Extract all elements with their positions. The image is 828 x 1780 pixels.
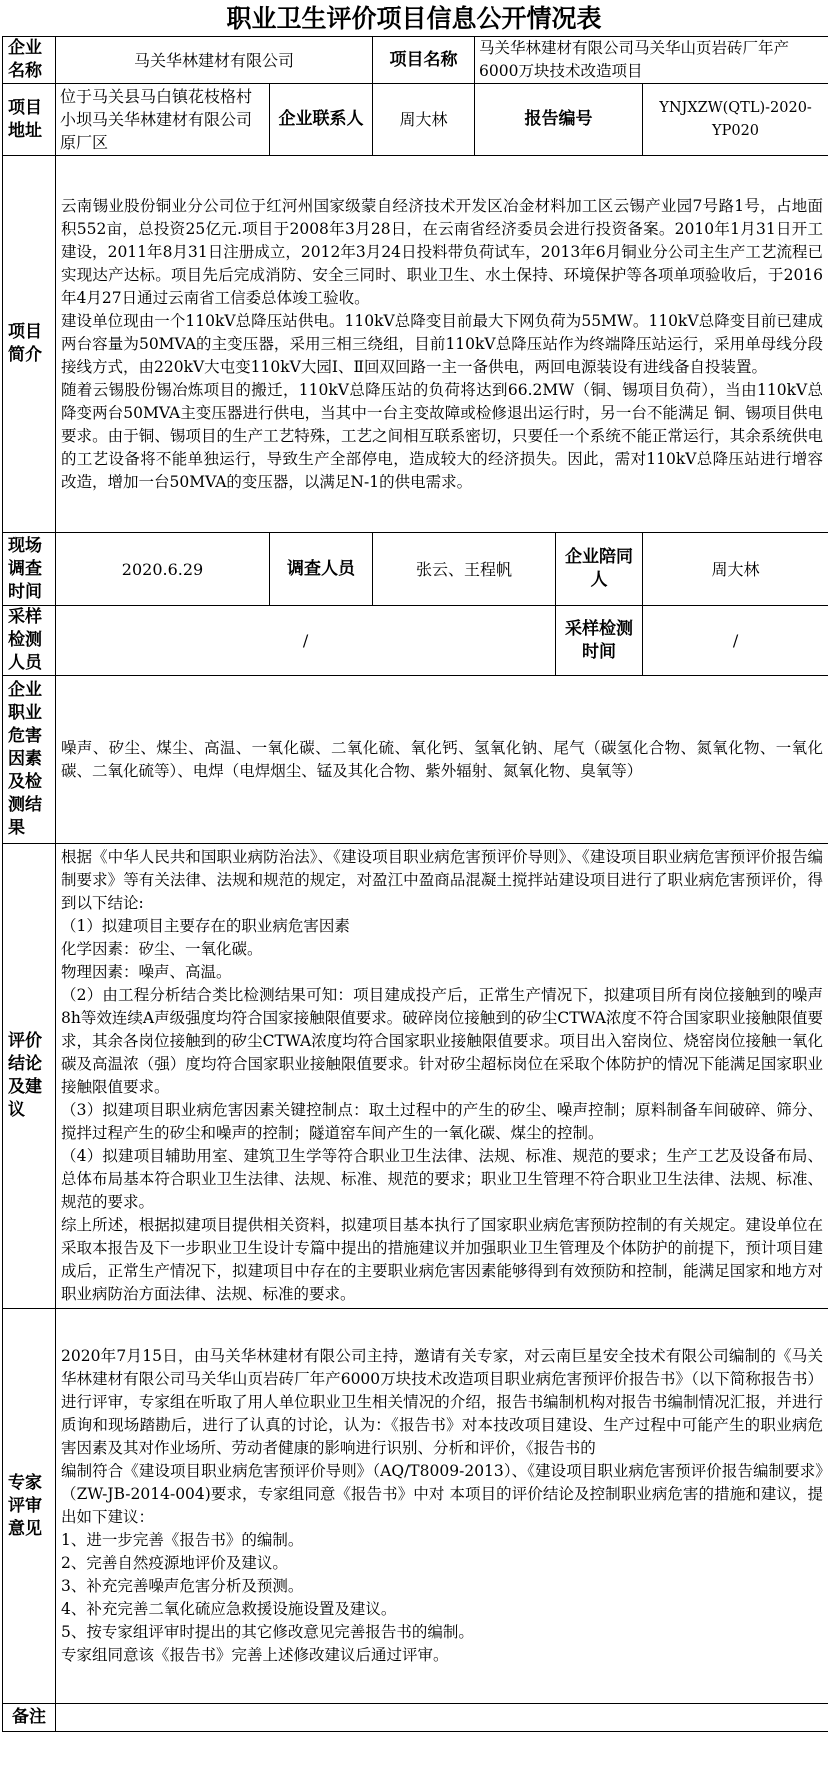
label-investigators: 调查人员 — [270, 533, 373, 606]
row-hazards — [3, 676, 828, 844]
project-address-value: 位于马关县马白镇花枝格村小坝马关华林建材有限公司原厂区 — [56, 84, 270, 156]
label-report-no: 报告编号 — [475, 84, 643, 156]
project-intro-text — [56, 156, 828, 533]
label-contact: 企业联系人 — [270, 84, 373, 156]
evaluation-paragraph: （4）拟建项目辅助用室、建筑卫生学等符合职业卫生法律、法规、标准、规范的要求；生产工艺及设备布局、总体布局基本符合职业卫生法律、法规、标准、规范的要求；职业卫生管理不符合职业卫生法律、法规、标准、规范的要求。 — [61, 1147, 824, 1211]
label-project-address: 项目地址 — [3, 84, 56, 156]
row-enterprise — [3, 37, 828, 84]
hazards-text: 噪声、矽尘、煤尘、高温、一氧化碳、二氧化硫、氧化钙、氢氧化钠、尾气（碳氢化合物、氮氧化物、一氧化碳、二氧化硫等）、电焊（电焊烟尘、锰及其化合物、紫外辐射、氮氧化物、臭氧等） — [56, 676, 828, 844]
survey-time-value: 2020.6.29 — [56, 533, 270, 606]
row-remark — [3, 1704, 828, 1732]
label-escort: 企业陪同人 — [556, 533, 643, 606]
label-sampling-staff: 采样检测人员 — [3, 606, 56, 676]
investigators-value: 张云、王程帆 — [373, 533, 556, 606]
enterprise-name-value: 马关华林建材有限公司 — [56, 37, 373, 84]
expert-paragraph: 4、补充完善二氧化硫应急救援设施设置及建议。 — [61, 1600, 397, 1618]
label-remark: 备注 — [3, 1704, 56, 1732]
label-project-name: 项目名称 — [373, 37, 475, 84]
expert-paragraph: 3、补充完善噪声危害分析及预测。 — [61, 1577, 304, 1595]
evaluation-paragraph: （1）拟建项目主要存在的职业病危害因素 — [61, 917, 350, 935]
evaluation-paragraph: 综上所述，根据拟建项目提供相关资料，拟建项目基本执行了国家职业病危害预防控制的有关规定。建设单位在采取本报告及下一步职业卫生设计专篇中提出的措施建议并加强职业卫生管理及个体防护的前提下，预计项目建成后，正常生产情况下，拟建项目中存在的主要职业病危害因素能够得到有效预防和控制，能满足国家和地方对职业病防治方面法律、法规、标准的要求。 — [61, 1216, 824, 1303]
info-table — [2, 36, 828, 1732]
report-no-value: YNJXZW(QTL)-2020-YP020 — [643, 84, 828, 156]
label-hazards: 企业职业危害因素及检测结果 — [3, 676, 56, 844]
label-enterprise-name: 企业名称 — [3, 37, 56, 84]
contact-value: 周大林 — [373, 84, 475, 156]
label-project-intro: 项目简介 — [3, 156, 56, 533]
sampling-staff-value: / — [56, 606, 556, 676]
row-expert — [3, 1309, 828, 1704]
label-survey-time: 现场调查时间 — [3, 533, 56, 606]
evaluation-paragraph: 化学因素：矽尘、一氧化碳。 — [61, 940, 263, 958]
intro-paragraph: 云南锡业股份铜业分公司位于红河州国家级蒙自经济技术开发区冶金材料加工区云锡产业园7号路1号，占地面积552亩，总投资25亿元.项目于2008年3月28日，在云南省经济委员会进行投资备案。2010年1月31日开工建设，2011年8月31日注册成立，2012年3月24日投料带负荷试车，2013年6月铜业分公司主生产工艺流程已实现达产达标。项目先后完成消防、安全三同时、职业卫生、水土保持、环境保护等各项单项验收后，于2016年4月27日通过云南省工信委总体竣工验收。 — [61, 196, 824, 307]
expert-paragraph: 编制符合《建设项目职业病危害预评价导则》（AQ/T8009-2013）、《建设项目职业病危害预评价报告编制要求》（ZW-JB-2014-004)要求，专家组同意《报告书》中对 本项目的评价结论及控制职业病危害的措施和建议，提出如下建议： — [61, 1462, 824, 1526]
label-evaluation: 评价结论及建议 — [3, 844, 56, 1309]
row-survey — [3, 533, 828, 606]
escort-value: 周大林 — [643, 533, 828, 606]
sampling-time-value: / — [643, 606, 828, 676]
expert-paragraph: 5、按专家组评审时提出的其它修改意见完善报告书的编制。 — [61, 1623, 474, 1641]
expert-paragraph: 专家组同意该《报告书》完善上述修改建议后通过评审。 — [61, 1646, 449, 1664]
page-title: 职业卫生评价项目信息公开情况表 — [226, 4, 602, 33]
label-expert-opinion: 专家评审意见 — [3, 1309, 56, 1704]
evaluation-text — [56, 844, 828, 1309]
row-address — [3, 84, 828, 156]
expert-paragraph: 2、完善自然疫源地评价及建议。 — [61, 1554, 288, 1572]
expert-paragraph: 1、进一步完善《报告书》的编制。 — [61, 1531, 304, 1549]
evaluation-paragraph: （2）由工程分析结合类比检测结果可知：项目建成投产后，正常生产情况下，拟建项目所有岗位接触到的噪声8h等效连续A声级强度均符合国家接触限值要求。破碎岗位接触到的矽尘CTWA浓度不符合国家职业接触限值要求，其余各岗位接触到的矽尘CTWA浓度均符合国家职业接触限值要求。项目出入窑岗位、烧窑岗位接触一氧化碳及高温浓（强）度均符合国家职业接触限值要求。针对矽尘超标岗位在采取个体防护的情况下能满足国家职业接触限值要求。 — [61, 986, 824, 1096]
intro-paragraph: 建设单位现由一个110kV总降压站供电。110kV总降变目前最大下网负荷为55MW。110kV总降变目前已建成两台容量为50MVA的主变压器，采用三相三绕组，目前110kV总降压站作为终端降压站运行，采用单母线分段接线方式，由220kV大屯变110kV大园Ⅰ、Ⅱ回双回路一主一备供电，两回电源装设有进线备自投装置。 — [61, 311, 824, 376]
expert-paragraph: 2020年7月15日，由马关华林建材有限公司主持，邀请有关专家，对云南巨星安全技术有限公司编制的《马关华林建材有限公司马关华山页岩砖厂年产6000万块技术改造项目职业病危害预评价报告书》（以下简称报告书）进行评审，专家组在听取了用人单位职业卫生相关情况的介绍，报告书编制机构对报告书编制情况汇报，并进行质询和现场踏勘后，进行了认真的讨论，认为：《报告书》对本技改项目建设、生产过程中可能产生的职业病危害因素及其对作业场所、劳动者健康的影响进行识别、分析和评价，《报告书的 — [61, 1347, 824, 1457]
evaluation-paragraph: 根据《中华人民共和国职业病防治法》、《建设项目职业病危害预评价导则》、《建设项目职业病危害预评价报告编制要求》等有关法律、法规和规范的规定，对盈江中盈商品混凝土搅拌站建设项目进行了职业病危害预评价，得到以下结论: — [61, 848, 824, 912]
row-intro — [3, 156, 828, 533]
row-sampling — [3, 606, 828, 676]
evaluation-paragraph: （3）拟建项目职业病危害因素关键控制点：取土过程中的产生的矽尘、噪声控制；原料制备车间破碎、筛分、搅拌过程产生的矽尘和噪声的控制；隧道窑车间产生的一氧化碳、煤尘的控制。 — [61, 1101, 824, 1142]
label-sampling-time: 采样检测时间 — [556, 606, 643, 676]
project-name-value: 马关华林建材有限公司马关华山页岩砖厂年产6000万块技术改造项目 — [475, 37, 828, 84]
remark-value — [56, 1704, 828, 1732]
evaluation-paragraph: 物理因素：噪声、高温。 — [61, 963, 232, 981]
row-evaluation — [3, 844, 828, 1309]
expert-opinion-text — [56, 1309, 828, 1704]
intro-paragraph: 随着云锡股份锡冶炼项目的搬迁，110kV总降压站的负荷将达到66.2MW（铜、锡项目负荷），当由110kV总降变两台50MVA主变压器进行供电，当其中一台主变故障或检修退出运行时，另一台不能满足 铜、锡项目供电要求。由于铜、锡项目的生产工艺特殊，工艺之间相互联系密切，只要任一个系统不能正常运行，其余系统供电的工艺设备将不能单独运行，导致生产全部停电，造成较大的经济损失。因此，需对110kV总降压站进行增容改造，增加一台50MVA的变压器，以满足N-1的供电需求。 — [61, 380, 824, 491]
